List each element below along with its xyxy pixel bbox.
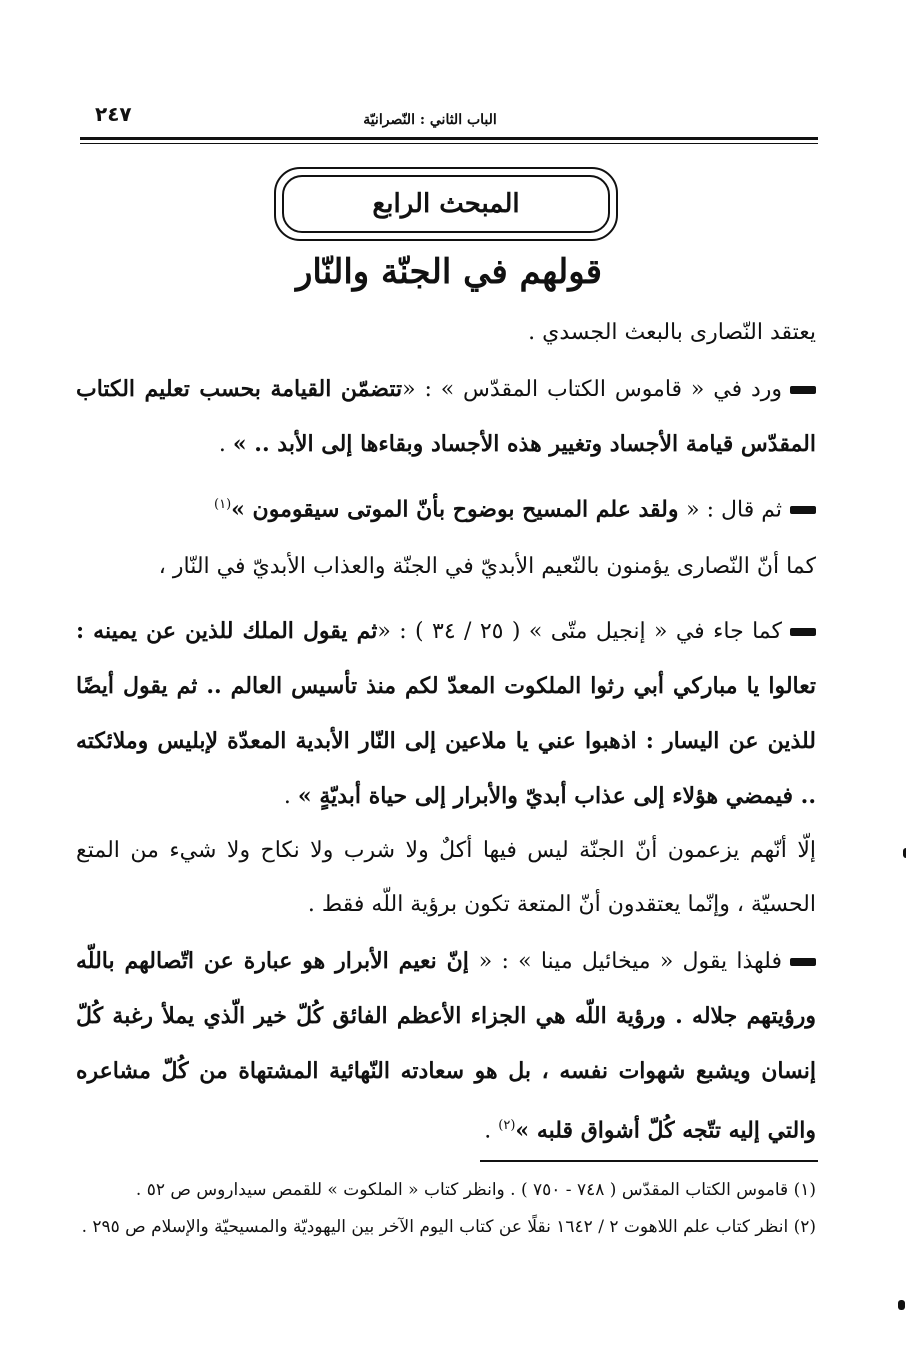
header-rule-thin — [80, 143, 818, 144]
paragraph-7-end: . — [484, 1118, 499, 1144]
footnote-ref-1: (١) — [214, 497, 232, 512]
section-frame — [274, 167, 618, 241]
paragraph-5 — [76, 604, 816, 824]
section-frame-inner — [282, 175, 610, 233]
paragraph-2-quote: تتضمّن القيامة بحسب تعليم الكتاب المقدّس قيامة الأجساد وتغيير هذه الأجساد وبقاءها إلى الأبد .. » — [76, 376, 816, 457]
paragraph-marker-icon — [790, 386, 816, 394]
paragraph-marker-icon — [790, 506, 816, 514]
footnote-rule — [480, 1160, 818, 1162]
paragraph-1: يعتقد النّصارى بالبعث الجسدي . — [528, 320, 816, 345]
section-label: المبحث الرابع — [372, 189, 520, 219]
paragraph-2-intro: ورد في « قاموس الكتاب المقدّس » : « — [402, 377, 782, 402]
footnote-ref-2: (٢) — [498, 1118, 516, 1133]
paragraph-3-intro: ثم قال : « — [686, 497, 782, 523]
footnote-2: (٢) انظر كتاب علم اللاهوت ٢ / ١٦٤٢ نقلًا عن كتاب اليوم الآخر بين اليهوديّة والمسيحيّة والإسلام ص ٢٩٥ . — [81, 1217, 816, 1237]
header-rule — [80, 137, 818, 140]
chapter-title: قولهم في الجنّة والنّار — [295, 252, 603, 292]
paragraph-4: كما أنّ النّصارى يؤمنون بالنّعيم الأبديّ في الجنّة والعذاب الأبديّ في النّار ، — [158, 554, 816, 579]
paragraph-6: إلّا أنّهم يزعمون أنّ الجنّة ليس فيها أكلٌ ولا شرب ولا نكاح ولا شيء من المتع الحسيّة ، وإنّما يعتقدون أنّ المتعة تكون برؤية اللّه فقط . — [76, 838, 816, 917]
paragraph-3 — [76, 478, 816, 537]
paragraph-marker-icon — [790, 958, 816, 966]
paragraph-marker-icon — [790, 628, 816, 636]
footnotes — [76, 1172, 816, 1246]
paragraph-2-end: . — [218, 432, 233, 457]
footnote-1: (١) قاموس الكتاب المقدّس ( ٧٤٨ - ٧٥٠ ) . وانظر كتاب « الملكوت » للقمص سيداروس ص ٥٢ . — [135, 1180, 816, 1200]
paragraph-3-quote: ولقد علم المسيح بوضوح بأنّ الموتى سيقومون » — [231, 496, 687, 523]
paragraph-5-quote: ثم يقول الملك للذين عن يمينه : تعالوا يا مباركي أبي رثوا الملكوت المعدّ لكم منذ تأسيس العالم .. ثم يقول أيضًا للذين عن اليسار : اذهبوا عني يا ملاعين إلى النّار الأبدية المعدّة لإبليس وملائكته .. فيمضي هؤلاء إلى عذاب أبديّ والأبرار إلى حياة أبديّةٍ » — [76, 618, 817, 809]
running-title: الباب الثاني : النّصرانيّة — [363, 112, 497, 128]
paragraph-7-quote: إنّ نعيم الأبرار هو عبارة عن اتّصالهم باللّه ورؤيتهم جلاله . ورؤية اللّه هي الجزاء الأعظم الفائق كُلّ خير الّذي يملأ رغبة كُلّ إنسان ويشبع شهوات نفسه ، بل هو سعادته النّهائية المشتهاة من كُلّ مشاعره والتي إليه تتّجه كُلّ أشواق قلبه » — [76, 948, 816, 1144]
paragraph-5-intro: كما جاء في « إنجيل متّى » ( ٢٥ / ٣٤ ) : « — [377, 619, 782, 644]
paragraph-7 — [76, 934, 816, 1158]
scan-edge-mark — [898, 1300, 905, 1310]
paragraph-7-intro: فلهذا يقول « ميخائيل مينا » : « — [478, 949, 782, 974]
paragraph-5-end: . — [283, 784, 298, 809]
paragraph-2 — [76, 362, 816, 472]
page-number: ٢٤٧ — [95, 102, 132, 126]
